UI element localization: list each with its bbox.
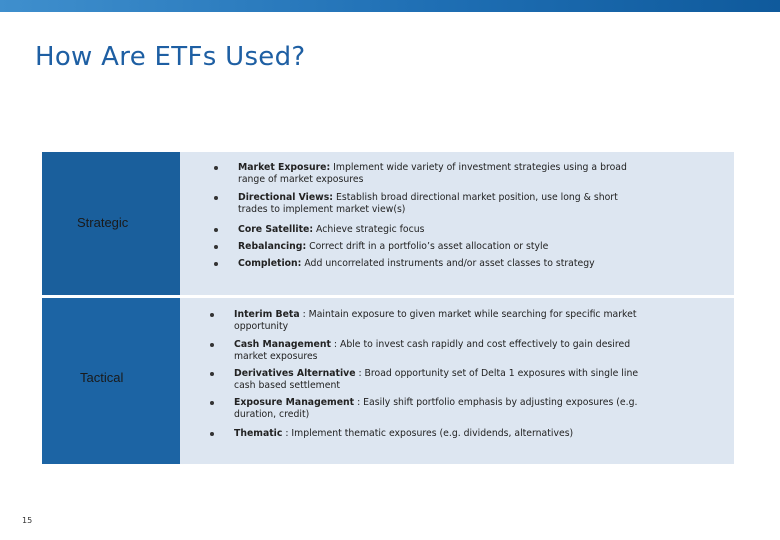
item-term: Rebalancing: xyxy=(238,241,307,252)
strategic-bullet-list xyxy=(238,162,638,270)
list-item xyxy=(234,397,654,423)
slide-title: How Are ETFs Used? xyxy=(35,42,306,72)
item-text: Establish broad directional market position, use long & short trades to implement market view(s) xyxy=(238,192,618,215)
bullet-icon xyxy=(210,432,214,436)
strategic-panel xyxy=(42,152,734,295)
bullet-icon xyxy=(214,245,218,249)
item-text: Achieve strategic focus xyxy=(313,224,425,235)
item-term: Thematic xyxy=(234,428,283,439)
strategic-label: Strategic xyxy=(77,215,129,230)
item-text: : Easily shift portfolio emphasis by adjusting exposures (e.g. duration, credit) xyxy=(234,397,638,420)
list-item xyxy=(234,309,654,335)
item-text: : Able to invest cash rapidly and cost effectively to gain desired market exposures xyxy=(234,339,631,362)
item-term: Cash Management xyxy=(234,339,331,350)
item-text: Implement wide variety of investment strategies using a broad range of market exposures xyxy=(238,162,627,185)
page-number: 15 xyxy=(22,516,33,525)
bullet-icon xyxy=(210,343,214,347)
item-text: : Maintain exposure to given market while searching for specific market opportunity xyxy=(234,309,637,332)
bullet-icon xyxy=(214,166,218,170)
bullet-icon xyxy=(210,313,214,317)
bullet-icon xyxy=(214,228,218,232)
bullet-icon xyxy=(214,262,218,266)
item-term: Market Exposure: xyxy=(238,162,331,173)
item-term: Directional Views: xyxy=(238,192,334,203)
bullet-icon xyxy=(214,196,218,200)
item-text: : Broad opportunity set of Delta 1 exposures with single line cash based settlement xyxy=(234,368,639,391)
bullet-icon xyxy=(210,401,214,405)
tactical-bullet-list xyxy=(234,309,654,440)
item-term: Exposure Management xyxy=(234,397,355,408)
list-item xyxy=(238,241,638,253)
tactical-label: Tactical xyxy=(80,370,124,385)
item-text: Correct drift in a portfolio’s asset allocation or style xyxy=(306,241,549,252)
item-text: : Implement thematic exposures (e.g. dividends, alternatives) xyxy=(282,428,574,439)
list-item xyxy=(238,258,638,270)
item-term: Core Satellite: xyxy=(238,224,314,235)
item-text: Add uncorrelated instruments and/or asset classes to strategy xyxy=(301,258,595,269)
item-term: Completion: xyxy=(238,258,302,269)
list-item xyxy=(234,339,654,365)
item-term: Derivatives Alternative xyxy=(234,368,356,379)
bullet-icon xyxy=(210,372,214,376)
tactical-panel xyxy=(42,298,734,464)
header-accent-bar xyxy=(0,0,780,12)
list-item xyxy=(238,192,638,218)
list-item xyxy=(234,428,654,440)
item-term: Interim Beta xyxy=(234,309,300,320)
list-item xyxy=(238,224,638,236)
list-item xyxy=(234,368,654,394)
list-item xyxy=(238,162,638,188)
